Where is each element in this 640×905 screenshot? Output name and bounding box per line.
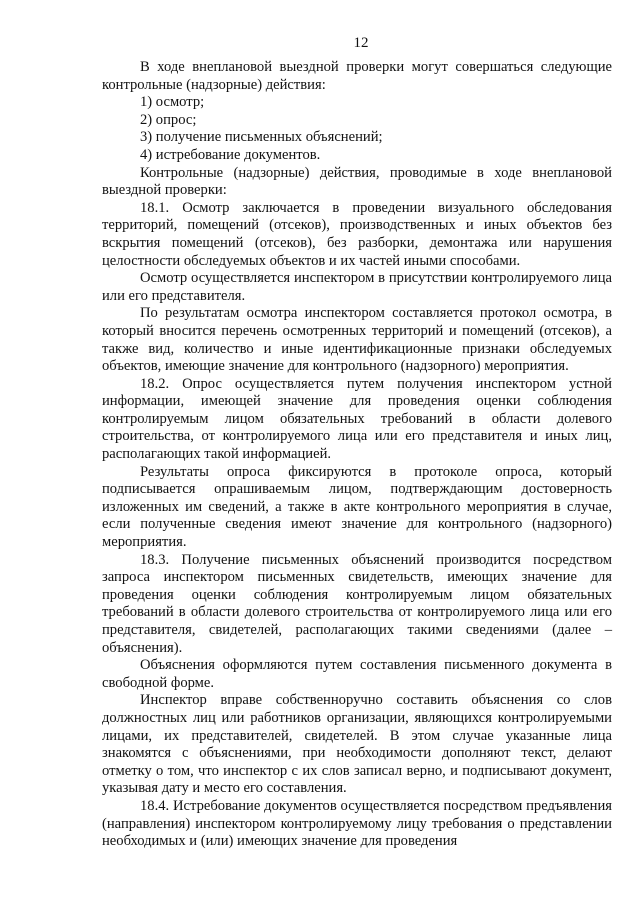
paragraph-actions-heading: Контрольные (надзорные) действия, проводимые в ходе внеплановой выездной проверки: xyxy=(102,164,612,199)
paragraph-18-3-inspector: Инспектор вправе собственноручно составить объяснения со слов должностных лиц или работников организации, являющихся контролируемыми лицами, их представителей, свидетелей. В этом случае указанные лица знакомятся с объяснениями, при необходимости дополняют текст, делают отметку о том, что инспектор с их слов записал верно, и подписывают документ, указывая дату и место его составления. xyxy=(102,692,612,797)
paragraph-18-2-results: Результаты опроса фиксируются в протоколе опроса, который подписывается опрашиваемым лицом, подтверждающим достоверность изложенных им сведений, а также в акте контрольного мероприятия в случае, если полученные сведения имеют значение для контрольного (надзорного) мероприятия. xyxy=(102,463,612,551)
paragraph-18-2: 18.2. Опрос осуществляется путем получения инспектором устной информации, имеющей значение для проведения оценки соблюдения контролируемым лицом обязательных требований в области долевого строительства, от контролируемого лица или его представителя и иных лиц, располагающих такой информацией. xyxy=(102,375,612,463)
paragraph-18-3-form: Объяснения оформляются путем составления письменного документа в свободной форме. xyxy=(102,657,612,691)
document-page xyxy=(102,34,612,851)
paragraph-18-1-protocol: По результатам осмотра инспектором составляется протокол осмотра, в который вносится перечень осмотренных территорий и помещений (отсеков), а также вид, количество и иные идентификационные признаки обследуемых объектов, имеющие значение для контрольного (надзорного) мероприятия. xyxy=(102,305,612,375)
paragraph-18-1-presence: Осмотр осуществляется инспектором в присутствии контролируемого лица или его представителя. xyxy=(102,270,612,304)
paragraph-18-1: 18.1. Осмотр заключается в проведении визуального обследования территорий, помещений (отсеков), производственных и иных объектов без вскрытия помещений (отсеков), без разборки, демонтажа или нарушения целостности обследуемых объектов и их частей иными способами. xyxy=(102,199,612,269)
paragraph-18-4: 18.4. Истребование документов осуществляется посредством предъявления (направления) инспектором контролируемому лицу требования о представлении необходимых и (или) имеющих значение для проведения xyxy=(102,797,612,850)
list-item-documents: 4) истребование документов. xyxy=(140,146,321,163)
paragraph-intro: В ходе внеплановой выездной проверки могут совершаться следующие контрольные (надзорные) действия: xyxy=(102,59,612,93)
list-item-survey: 2) опрос; xyxy=(140,111,197,128)
list-item-inspection: 1) осмотр; xyxy=(140,94,205,111)
list-item-explanations: 3) получение письменных объяснений; xyxy=(140,129,383,146)
page-number: 12 xyxy=(353,35,369,51)
paragraph-18-3: 18.3. Получение письменных объяснений производится посредством запроса инспектором письменных свидетельств, имеющих значение для проведения оценки соблюдения контролируемым лицом обязательных требований в области долевого строительства от контролируемого лица или его представителя, свидетелей, располагающих такими сведениями (далее – объяснения). xyxy=(102,551,612,656)
